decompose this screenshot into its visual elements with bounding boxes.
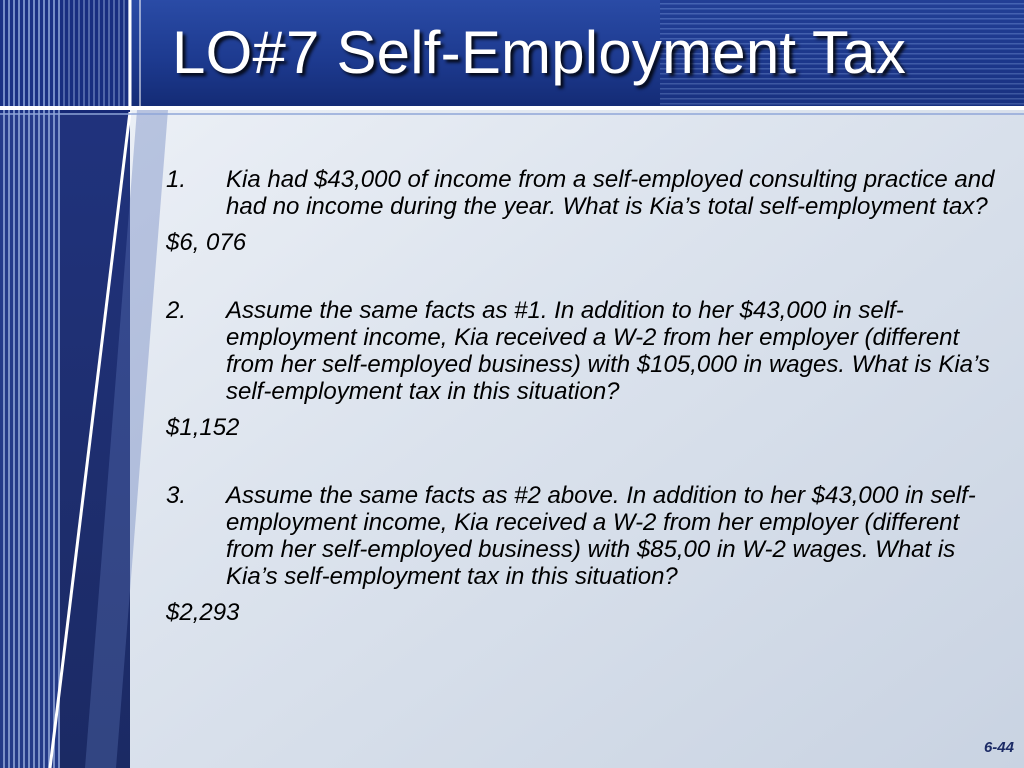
question-text: Assume the same facts as #1. In addition to her $43,000 in self-employment income, Kia received a W-2 from her employer (different from her self-employed business) with $105,000 in wages. What is Kia’s self-employment tax in this situation? [226, 297, 990, 405]
answer-text: $6, 076 [166, 229, 247, 256]
question-list [166, 166, 1006, 626]
question-item [166, 297, 1006, 405]
slide-title: LO#7 Self-Employment Tax [172, 19, 907, 86]
answer-text: $2,293 [166, 599, 240, 626]
question-number: 3. [166, 482, 187, 509]
answer-text: $1,152 [166, 414, 240, 441]
question-item [166, 166, 1006, 220]
question-text: Assume the same facts as #2 above. In addition to her $43,000 in self-employment income, Kia received a W-2 from her employer (different from her self-employed business) with $85,00 in W-2 wages. What is Kia’s self-employment tax in this situation? [226, 482, 976, 590]
question-text: Kia had $43,000 of income from a self-employed consulting practice and had no income during the year. What is Kia’s total self-employment tax? [226, 166, 995, 220]
question-number: 2. [166, 297, 187, 324]
question-item [166, 482, 1006, 590]
question-number: 1. [166, 166, 187, 193]
page-number: 6-44 [983, 739, 1014, 756]
